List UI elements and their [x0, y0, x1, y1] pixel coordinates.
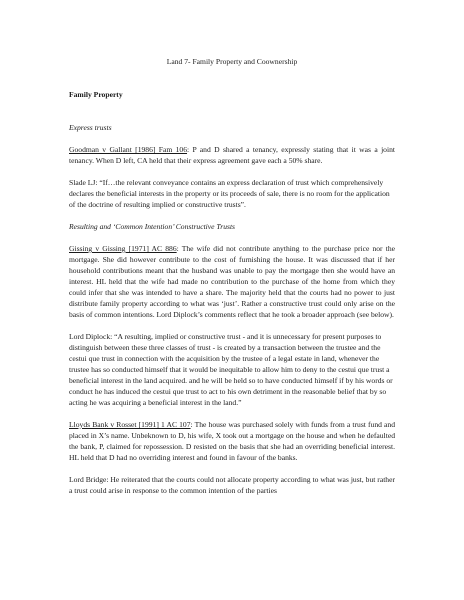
- case-gissing-v-gissing: [69, 243, 395, 320]
- case-citation-lloyds: Lloyds Bank v Rosset [1991] 1 AC 107: [69, 420, 191, 429]
- case-goodman-v-gallant: [69, 144, 395, 166]
- quote-slade-lj: Slade LJ: “If…the relevant conveyance contains an express declaration of trust which comprehensively declares the beneficial interests in the property or its proceeds of sale, there is no room for the application of the doctrine of resulting implied or constructive trusts”.: [69, 178, 390, 209]
- section-heading-family-property: Family Property: [69, 90, 123, 99]
- case-text-gissing: : The wife did not contribute anything to the purchase price nor the mortgage. She did however contribute to the cost of furnishing the house. It was discussed that if her household contributions meant that the husband was unable to pay the mortgage then she would have an interest. HL held that the wife had made no contribution to the purchase of the home from which they could infer that she was intended to have a share. The majority held that the courts had no power to just distribute family property according to what was ‘just’. Rather a constructive trust could only arise on the basis of common intentions. Lord Diplock’s comments reflect that he took a broader approach (see below).: [69, 244, 395, 319]
- quote-lord-diplock: Lord Diplock: “A resulting, implied or constructive trust - and it is unnecessary for present purposes to distinguish between these three classes of trust - is created by a transaction between the trustee and the cestui que trust in connection with the acquisition by the trustee of a legal estate in land, whenever the trustee has so conducted himself that it would be inequitable to allow him to deny to the cestui que trust a beneficial interest in the land acquired. and he will be held so to have conducted himself if by his words or conduct he has induced the cestui que trust to act to his own detriment in the reasonable belief that by so acting he was acquiring a beneficial interest in the land.”: [69, 332, 393, 407]
- case-lloyds-bank-v-rosset: [69, 419, 395, 463]
- quote-lord-bridge: Lord Bridge: He reiterated that the courts could not allocate property according to what was just, but rather a trust could arise in response to the common intention of the parties: [69, 475, 395, 495]
- case-text-goodman: : P and D shared a tenancy, expressly stating that it was a joint tenancy. When D left, CA held that their express agreement gave each a 50% share.: [69, 145, 395, 165]
- case-citation-goodman: Goodman v Gallant [1986] Fam 106: [69, 145, 188, 154]
- subheading-resulting-trusts: Resulting and ‘Common Intention’ Constructive Trusts: [69, 222, 236, 231]
- case-text-lloyds: : The house was purchased solely with funds from a trust fund and placed in X’s name. Unbeknown to D, his wife, X took out a mortgage on the house and when he defaulted the bank, P, claimed for repossession. D resisted on the basis that she had an overriding beneficial interest. HL held that D had no overriding interest and found in favour of the banks.: [69, 420, 395, 462]
- document-title: Land 7- Family Property and Coownership: [166, 57, 298, 66]
- subheading-express-trusts: Express trusts: [69, 123, 112, 132]
- case-citation-gissing: Gissing v Gissing [1971] AC 886: [69, 244, 177, 253]
